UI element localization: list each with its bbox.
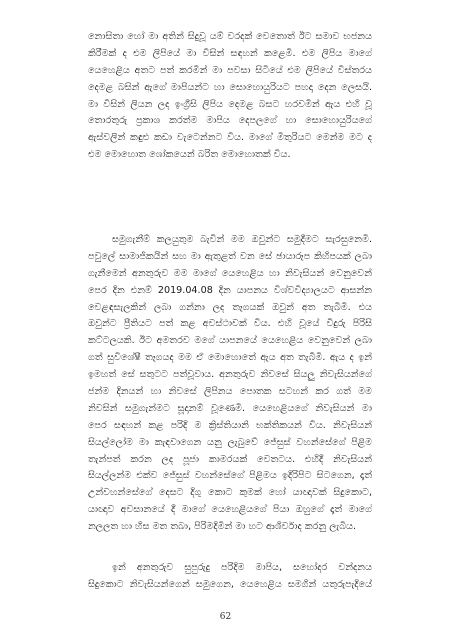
text-line: පවුලේ සාමාජිකයින් සහ මා ඇතුළත් වන සේ ඡායාරූප කිහිපයක් ලබා: [88, 250, 372, 262]
text-line: තැන්පත් කරන ලද පූජා කාමරයක් වෙතටය. එහිදී නිවැසියන්: [88, 453, 372, 465]
text-line: කට්ටලයකි. ඊට අමතරව මගේ යාපනයේ යෙහෙළිය වෙනුවෙන් ලබා: [88, 335, 372, 347]
text-line: නලලත හා හිස මත තබා, පිරිමදිමින් මා හට ආශිර්වාද කරනු ලැබීය.: [88, 521, 357, 533]
text-line: යෙහෙළිය අතට පත් කරමින් මා පවසා සිටියේ එම ලිපියේ විස්තරය: [88, 64, 372, 76]
paragraph-2: [88, 232, 372, 536]
text-line: එම මොහොත ශෝකයෙන් බරිත මොහොතක් විය.: [88, 149, 291, 161]
text-line: මා විසින් ලියන ලද ඉංග්‍රීසි ලිපිය දෙමළ බසට හරවමින් ඇය එහි වූ: [88, 98, 372, 110]
text-line: ඔවුන්ට ප්‍රීතියට පත් කළ අවස්ථාවක් විය. එහි වූයේ වීදුරු පිරිසි: [88, 318, 372, 330]
text-line: සිදුකොට නිවැසියන්ගෙන් සමුගෙන, යෙහෙළිය සමගින් යතුරුපැදියේ: [88, 578, 372, 590]
text-line: ගත් සුවිශේෂී තෑගයද මම ඒ මොහොතේ ඇය අත තැබීමි. ඇය ද ඉන්: [88, 352, 372, 364]
text-line: සියල්ලෝම මා කැඳවාගෙන යනු ලැබුවේ ජේසුස් වහන්සේගේ පිළිම: [88, 436, 372, 448]
text-line: උන්වහන්සේගේ දෙසට දිගු කොට කුමක් හෝ යාඥාවක් සිදුකොට,: [88, 487, 372, 499]
text-line: යාඥාව අවසානයේ දී මාගේ යෙහෙළියගේ පියා ඔහුගේ දෑත් මාගේ: [88, 504, 372, 516]
text-line: දෙමළ බසින් ඇගේ මාපියන්ට හා සොහොයුරියට පහදා දෙන ලෙසයි.: [88, 81, 372, 93]
text-line: සියල්ලන්ම එක්ව ජේසුස් වහන්සේගේ පිළිමය ඉදිරිපිට සිටගෙන, දෑත්: [88, 470, 372, 482]
paragraph-1: [88, 29, 372, 164]
text-line: ඉන් අනතුරුව සුපුරුදු පරිදිම මාපිය, සහෝදර වන්දනය: [112, 562, 372, 573]
text-line: නිවසින් සමුගැන්මට සූදානම් වූණෙමි. යෙහෙළියගේ නිවැසියන් මා: [88, 402, 372, 414]
text-line: තොරතුරු ප්‍රකාශ කරත්ම මාපිය දෙපලගේ හා සොහොයුරියගේ: [88, 115, 372, 127]
text-line: පෙර සඳහන් කළ පරිදි ම ක්‍රිස්තියානි භක්තිකයන් විය. නිවැසියන්: [88, 419, 372, 431]
text-line: ඉමහත් සේ සතුටට පත්වූවාය. අනතුරුව නිවසේ සියලු නිවැසියන්ගේ: [88, 369, 372, 381]
paragraph-3: [88, 560, 372, 594]
page-number: 62: [219, 612, 232, 622]
text-line: ඇස්වලින් කඳුළු කඩා වැටෙන්නට විය. මාගේ මිතුරියට මෙන්ම මට ද: [88, 132, 372, 144]
text-line: පෙර දින එනම් 2019.04.08 දින යාපනය විශ්වවිද්‍යාලයට ආසන්න: [88, 284, 372, 296]
text-line: ගැනීමෙන් අනතුරුව මම මාගේ යෙහෙළිය හා නිවැසියන් වෙනුවෙන්: [88, 267, 372, 279]
text-line: කිරීමක් ද එම ලිපියේ මා විසින් සඳහන් කළෙමි. එම ලිපිය මාගේ: [88, 47, 372, 59]
text-line: නොසිතා හෝ මා අතින් සිදුවූ යම් වරදක් වෙතොත් ඊට සමාව භජනය: [88, 31, 372, 42]
text-line: සමුගැනීම් කලයුතුම බැවින් මම ඔවුන්ට සමුදීමට සැරසුනෙමි.: [112, 234, 372, 245]
text-line: ජන්ම දිනයන් හා නිවසේ ලිපිනය පොතක සටහන් කර ගත් මම: [88, 386, 372, 398]
text-line: වෙළඳසැලකින් ලබා ගන්නා ලද තෑගයක් ඔවුන් අත තැබීමි. එය: [88, 301, 372, 313]
